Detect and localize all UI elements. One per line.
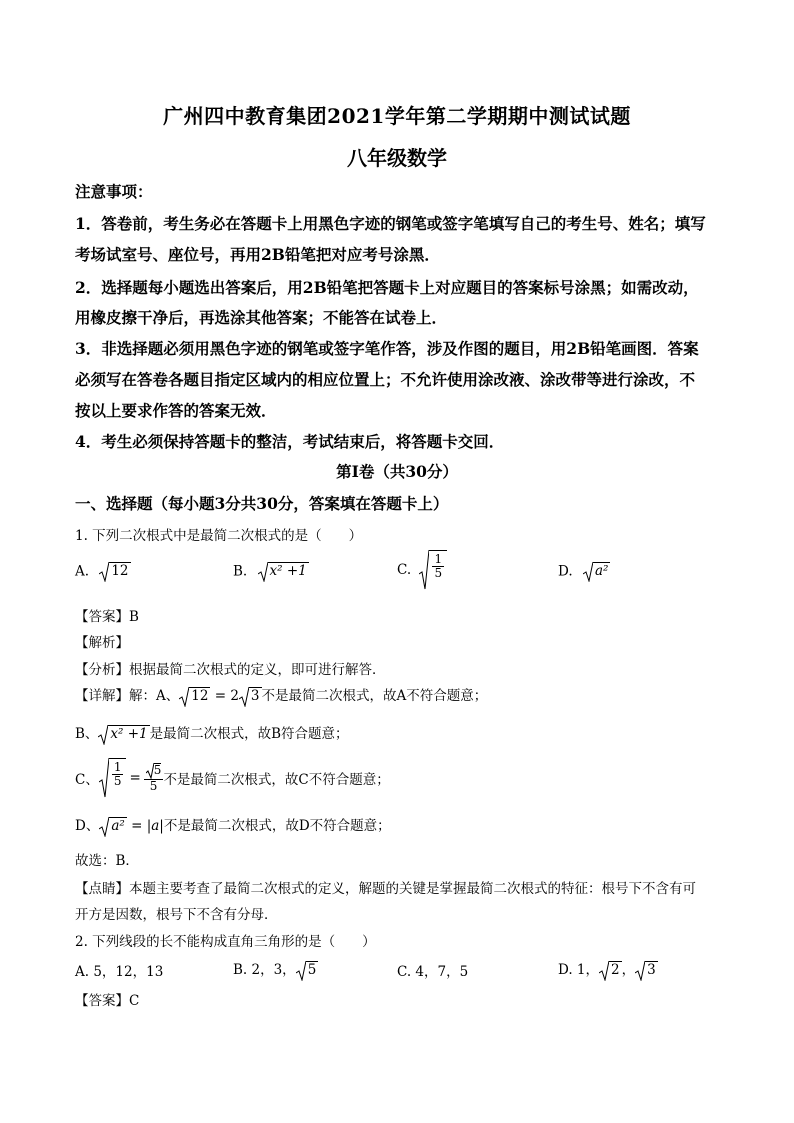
q1-dianjing-line-1: 【点睛】本题主要考查了最简二次根式的定义，解题的关键是掌握最简二次根式的特征：根号下不含有可 — [75, 881, 696, 897]
exam-title: 广州四中教育集团2021学年第二学期期中测试试题 — [163, 104, 631, 128]
q1-detail-c-result-den: 5 — [149, 778, 158, 793]
q1-detail-a-radicand: 12 — [191, 687, 209, 704]
sqrt-symbol — [99, 562, 130, 582]
q1-fenxi: 【分析】根据最简二次根式的定义，即可进行解答． — [75, 662, 386, 678]
q2-option-b-prefix: B. 2，3， — [233, 962, 296, 978]
q1-option-b — [233, 562, 309, 582]
volume-title: 第I卷（共30分） — [336, 462, 458, 481]
q1-detail-a — [75, 684, 487, 707]
q1-detail-a-radicand-2: 3 — [250, 687, 260, 704]
q2-option-c: C. 4，7，5 — [397, 964, 469, 980]
q2-option-d-radicand-2: 3 — [647, 961, 656, 978]
q1-option-a — [75, 562, 131, 582]
question-2-stem: 2. 下列线段的长不能构成直角三角形的是（ ） — [75, 934, 376, 950]
q1-detail-b — [75, 722, 349, 745]
q1-option-c-fraction — [432, 553, 444, 580]
sqrt-symbol — [98, 725, 149, 745]
notice-item-1-line-1: 1．答卷前，考生务必在答题卡上用黑色字迹的钢笔或签字笔填写自己的考生号、姓名；填写 — [75, 214, 706, 233]
sqrt-symbol — [99, 817, 126, 837]
q1-detail-d-eq: = |a| — [126, 818, 164, 834]
q2-option-d-radicand-1: 2 — [611, 961, 620, 978]
q1-option-c-numerator: 1 — [434, 552, 443, 566]
q1-conclusion: 故选：B． — [75, 853, 139, 869]
sqrt-symbol — [599, 961, 622, 981]
q2-answer: 【答案】C — [75, 993, 140, 1009]
q1-detail-c-denominator: 5 — [113, 774, 122, 789]
notice-item-3-line-2: 必须写在答卷各题目指定区域内的相应位置上；不允许使用涂改液、涂改带等进行涂改，不 — [75, 370, 696, 389]
q1-detail-b-radicand: x² +1 — [110, 725, 148, 742]
q1-detail-a-eq: = 2 — [210, 688, 239, 704]
q1-detail-b-prefix: B、 — [75, 726, 99, 742]
q1-answer: 【答案】B — [75, 609, 139, 625]
notice-item-3-line-3: 按以上要求作答的答案无效． — [75, 401, 277, 420]
q1-detail-c-eq: = — [129, 770, 141, 786]
exam-subtitle: 八年级数学 — [347, 146, 447, 170]
q1-detail-c-result-num: 5 — [144, 763, 164, 780]
q1-detail-c-prefix: C、 — [75, 772, 99, 788]
q2-option-d-prefix: D. 1， — [558, 962, 600, 978]
q1-detail-d-radicand: a² — [111, 817, 125, 834]
q1-option-d-label: D. — [558, 563, 573, 580]
q2-option-a: A. 5，12，13 — [75, 964, 164, 980]
q1-dianjing-line-2: 开方是因数，根号下不含有分母． — [75, 907, 278, 923]
notice-item-1-line-2: 考场试室号、座位号，再用2B铅笔把对应考号涂黑． — [75, 245, 440, 264]
q1-option-d — [558, 562, 610, 582]
q1-option-b-label: B. — [233, 563, 248, 580]
sqrt-symbol — [296, 961, 319, 981]
q1-option-c-denominator: 5 — [434, 566, 443, 581]
q1-detail-d-prefix: D、 — [75, 818, 100, 834]
notice-item-2-line-1: 2．选择题每小题选出答案后，用2B铅笔把答题卡上对应题目的答案标号涂黑；如需改动， — [75, 278, 699, 297]
q1-option-d-radicand: a² — [594, 563, 609, 579]
q1-analysis-tag: 【解析】 — [75, 635, 129, 651]
q2-option-b — [233, 958, 318, 981]
sqrt-symbol — [258, 562, 309, 582]
q1-detail-d — [75, 814, 391, 837]
q1-detail-c-numerator: 1 — [113, 760, 122, 774]
notice-item-2-line-2: 用橡皮擦干净后，再选涂其他答案；不能答在试卷上． — [75, 308, 448, 327]
section-title: 一、选择题（每小题3分共30分，答案填在答题卡上） — [75, 494, 449, 513]
sqrt-symbol — [146, 763, 154, 779]
question-1-stem: 1. 下列二次根式中是最简二次根式的是（ ） — [75, 528, 363, 544]
q1-detail-c — [75, 758, 390, 798]
sqrt-symbol — [99, 758, 127, 798]
q2-option-b-radicand: 5 — [307, 961, 317, 978]
q1-option-a-radicand: 12 — [111, 563, 129, 579]
q1-detail-a-text: 不是最简二次根式，故A不符合题意； — [261, 688, 488, 704]
q1-option-b-radicand: x² +1 — [269, 563, 307, 579]
notice-heading: 注意事项： — [75, 182, 153, 201]
q1-option-a-label: A. — [75, 563, 90, 580]
q1-option-c-label: C. — [397, 562, 412, 578]
notice-item-4: 4．考生必须保持答题卡的整洁，考试结束后，将答题卡交回． — [75, 432, 505, 451]
q1-detail-c-text: 不是最简二次根式，故C不符合题意； — [163, 772, 390, 788]
q1-detail-b-text: 是最简二次根式，故B符合题意； — [149, 726, 349, 742]
q1-detail-d-text: 不是最简二次根式，故D不符合题意； — [163, 818, 391, 834]
sqrt-symbol — [239, 687, 262, 707]
sqrt-symbol — [179, 687, 210, 707]
q2-option-d — [558, 958, 658, 981]
q1-detail-prefix: 【详解】解：A、 — [75, 688, 180, 704]
notice-item-3-line-1: 3．非选择题必须用黑色字迹的钢笔或签字笔作答，涉及作图的题目，用2B铅笔画图．答案 — [75, 339, 699, 358]
sqrt-symbol — [635, 961, 658, 981]
q2-option-d-sep: ， — [621, 962, 636, 978]
q1-option-c — [397, 550, 447, 590]
sqrt-symbol — [583, 562, 610, 582]
q1-detail-c-result — [144, 763, 164, 793]
sqrt-symbol — [419, 550, 447, 590]
q1-detail-c-fraction — [112, 761, 124, 788]
